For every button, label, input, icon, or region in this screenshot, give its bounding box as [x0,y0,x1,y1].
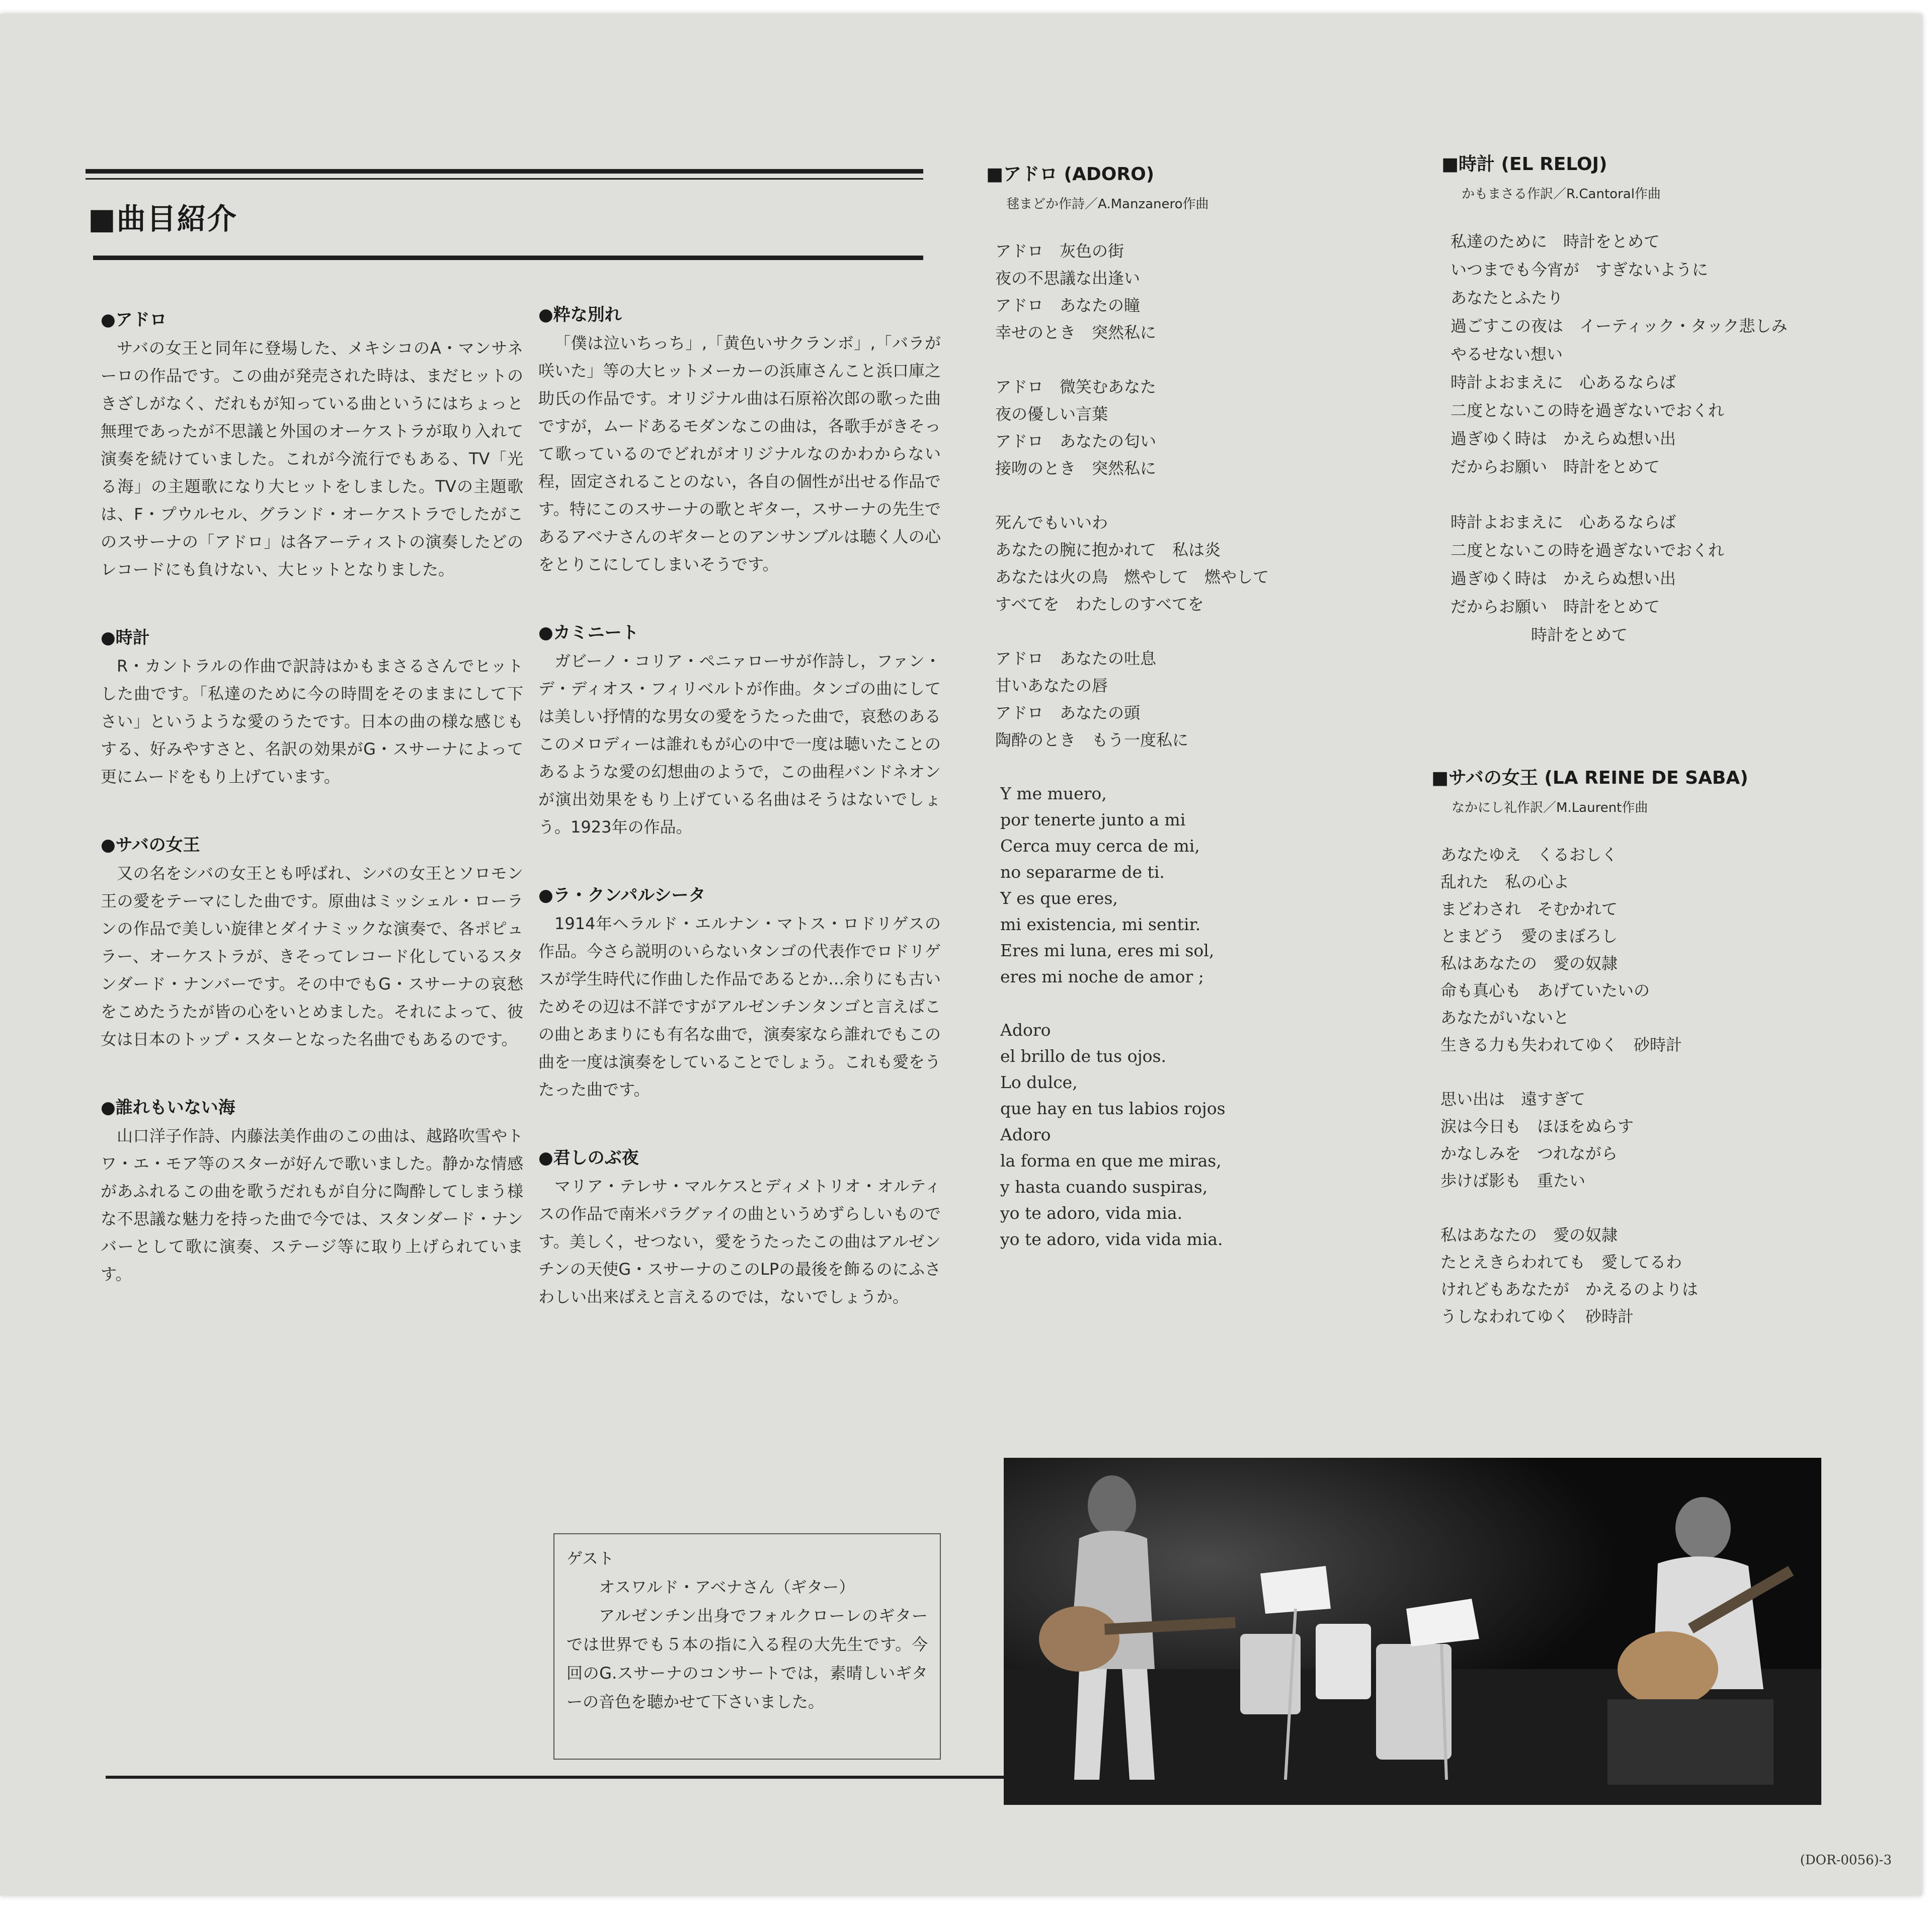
lyric-line: y hasta cuando suspiras, [1000,1177,1208,1197]
lyric-line: 夜の優しい言葉 [995,404,1108,424]
lyric-line: あなたは火の鳥 燃やして 燃やして [995,567,1269,587]
lyric-line: あなたとふたり [1451,288,1564,307]
mid-section-2 [538,881,941,1104]
lyric-stanza [995,645,1399,754]
left-section-0 [101,306,523,584]
song-credit-saba: なかにし礼作訳／M.Laurent作曲 [1452,800,1648,815]
lyric-line: アドロ 灰色の街 [995,241,1124,261]
catalog-number: (DOR-0056)-3 [1800,1853,1892,1868]
lyric-line: Lo dulce, [1000,1072,1078,1092]
mid-section-0 [538,301,941,578]
lyric-line: 甘いあなたの唇 [995,676,1108,695]
lyric-line: 死んでもいいわ [995,513,1108,532]
guest-label: ゲスト [567,1549,614,1568]
song-title-reloj: ■時計 (EL RELOJ) [1441,154,1607,175]
top-rule-upper-thin [86,178,923,180]
column-middle [538,301,941,1351]
section-title: ●粋な別れ [538,305,622,325]
section-title: ●サバの女王 [101,835,200,855]
lyric-line: Cerca muy cerca de mi, [1000,836,1200,856]
lyric-stanza [1000,1017,1399,1253]
song-credit-adoro: 毬まどか作詩／A.Manzanero作曲 [1006,197,1209,212]
lyric-line: Y me muero, [1000,784,1107,803]
lyric-line: 時計をとめて [1451,625,1628,644]
lyric-line: たとえきらわれても 愛してるわ [1440,1253,1682,1272]
lyric-stanza [995,509,1399,618]
lyric-line: 生きる力も失われてゆく 砂時計 [1440,1035,1682,1054]
lyric-line: 接吻のとき 突然私に [995,459,1157,478]
lyric-line: Eres mi luna, eres mi sol, [1000,941,1215,960]
lyric-line: 過ぎゆく時は かえらぬ想い出 [1451,429,1676,448]
lyric-line: 過ごすこの夜は イーティック・タック悲しみ [1451,316,1788,336]
lyric-stanza [1451,508,1894,649]
lyric-stanza [1451,227,1894,481]
lyric-line: あなたがいないと [1440,1008,1570,1027]
lyric-line: すべてを わたしのすべてを [995,595,1204,614]
left-section-1 [101,624,523,791]
lyric-line: アドロ 微笑むあなた [995,377,1157,396]
lyrics-adoro-spanish [1000,781,1399,1253]
lyric-line: まどわされ そむかれて [1440,899,1618,919]
lyric-line: 陶酔のとき もう一度私に [995,730,1189,750]
lyrics-saba-japanese [1440,841,1884,1330]
lyric-line: 過ぎゆく時は かえらぬ想い出 [1451,569,1676,588]
lyric-line: アドロ あなたの匂い [995,432,1157,451]
lyric-line: 私はあなたの 愛の奴隷 [1440,1225,1618,1245]
guest-body: アルゼンチン出身でフォルクローレのギターでは世界でも５本の指に入る程の大先生です。今回のG.スサーナのコンサートでは，素晴しいギターの音色を聴かせて下さいました。 [567,1606,928,1711]
concert-photo-image [1004,1458,1821,1805]
lyrics-reloj [1441,150,1894,676]
lyric-line: 命も真心も あげていたいの [1440,981,1650,1000]
lyric-line: うしなわれてゆく 砂時計 [1440,1307,1634,1326]
lyrics-reloj-japanese [1451,227,1894,649]
left-section-2 [101,831,523,1053]
lyric-line: por tenerte junto a mi [1000,810,1186,830]
lyric-line: Adoro [1000,1125,1051,1144]
lyric-line: あなたゆえ くるおしく [1440,845,1618,864]
lyric-stanza [995,237,1399,346]
section-title: ●ラ・クンパルシータ [538,885,706,905]
section-body: マリア・テレサ・マルケスとディメトリオ・オルティスの作品で南米パラグァイの曲というめずらしいものです。美しく，せつない，愛をうたったこの曲はアルゼンチンの天使G・スサーナのこのLPの最後を飾るのにふさわしい出来ばえと言えるのでは，ないでしょうか。 [538,1177,941,1306]
song-title-adoro: ■アドロ (ADORO) [986,164,1155,185]
lyric-line: やるせない想い [1451,345,1563,364]
section-title: ●カミニート [538,623,639,643]
top-rule-upper [86,169,923,174]
lyric-line: だからお願い 時計をとめて [1451,597,1660,616]
lyric-line: 時計よおまえに 心あるならば [1451,513,1676,532]
lyric-line: no separarme de ti. [1000,862,1165,882]
section-title: ●アドロ [101,310,167,330]
lyric-line: アドロ あなたの頭 [995,703,1141,722]
lyric-line: 夜の不思議な出逢い [995,269,1141,288]
lyrics-adoro-japanese [995,237,1399,754]
lyric-line: el brillo de tus ojos. [1000,1046,1166,1066]
guest-name: オスワルド・アベナさん（ギター） [599,1578,855,1597]
lyric-line: あなたの腕に抱かれて 私は炎 [995,540,1221,559]
section-title: ●時計 [101,628,150,648]
lyric-line: 私達のために 時計をとめて [1451,232,1660,251]
left-section-3 [101,1094,523,1288]
lyric-line: que hay en tus labios rojos [1000,1099,1226,1118]
section-body: 山口洋子作詩、内藤法美作曲のこの曲は、越路吹雪やトワ・エ・モア等のスターが好んで歌いました。静かな情感があふれるこの曲を歌うだれもが自分に陶酔してしまう様な不思議な魅力を持った曲で今では、スタンダード・ナンバーとして歌に演奏、ステージ等に取り上げられています。 [101,1126,523,1284]
section-body: 1914年ヘラルド・エルナン・マトス・ロドリゲスの作品。今さら説明のいらないタンゴの代表作でロドリゲスが学生時代に作曲した作品であるとか…余りにも古いためその辺は不詳ですがアルゼンチンタンゴと言えばこの曲とあまりにも有名な曲で，演奏家なら誰れでもこの曲を一度は演奏をしていることでしょう。これも愛をうたった曲です。 [538,914,941,1099]
lyric-line: かなしみを つれながら [1440,1144,1618,1163]
lyric-line: yo te adoro, vida vida mia. [1000,1229,1223,1249]
lyric-line: Adoro [1000,1020,1051,1040]
lyric-line: アドロ あなたの瞳 [995,296,1141,315]
bottom-rule [106,1776,1004,1779]
section-title: ●君しのぶ夜 [538,1148,639,1168]
section-body: ガビーノ・コリア・ペニァローサが作詩し，ファン・デ・ディオス・フィリベルトが作曲。タンゴの曲にしては美しい抒情的な男女の愛をうたった曲で，哀愁のあるこのメロディーは誰れもが心の中で一度は聴いたことのあるような愛の幻想曲のようで，この曲程バンドネオンが演出効果をもり上げている名曲はそうはないでしょう。1923年の作品。 [538,651,941,837]
lyric-line: la forma en que me miras, [1000,1151,1222,1171]
lyric-line: Y es que eres, [1000,888,1118,908]
lyric-line: 二度とないこの時を過ぎないでおくれ [1451,541,1725,560]
lyric-line: 二度とないこの時を過ぎないでおくれ [1451,401,1725,420]
lyric-line: yo te adoro, vida mia. [1000,1203,1183,1223]
section-body: 又の名をシバの女王とも呼ばれ、シバの女王とソロモン王の愛をテーマにした曲です。原曲はミッシェル・ローランの作品で美しい旋律とダイナミックな演奏で、各ポピュラー、オーケストラが、きそってレコード化しているスタンダード・ナンバーです。その中でもG・スサーナの哀愁をこめたうたが皆の心をいとめました。それによって、彼女は日本のトップ・スターとなった名曲でもあるのです。 [101,864,523,1049]
concert-photo [1004,1458,1821,1805]
lyric-line: 私はあなたの 愛の奴隷 [1440,954,1618,973]
section-body: サバの女王と同年に登場した、メキシコのA・マンサネーロの作品です。この曲が発売された時は、まだヒットのきざしがなく、だれもが知っている曲というにはちょっと無理であったが不思議と外国のオーケストラが取り入れて演奏を続けていました。これが今流行でもある、TV「光る海」の主題歌になり大ヒットをしました。TVの主題歌は、F・プウルセル、グランド・オーケストラでしたがこのスサーナの「アドロ」は各アーティストの演奏したどのレコードにも負けない、大ヒットとなりました。 [101,339,523,579]
mid-section-1 [538,619,941,841]
page-title: ■曲目紹介 [88,202,237,236]
lyrics-adoro [986,160,1399,1280]
lyrics-saba [1431,764,1884,1357]
lyric-line: 乱れた 私の心よ [1440,872,1570,891]
lyric-line: 歩けば影も 重たい [1440,1171,1586,1190]
lyric-stanza [1000,781,1399,990]
mid-section-3 [538,1144,941,1311]
lyric-line: mi existencia, mi sentir. [1000,915,1201,934]
lyric-line: だからお願い 時計をとめて [1451,457,1660,476]
lyric-line: 幸せのとき 突然私に [995,323,1157,342]
lyric-line: 涙は今日も ほほをぬらす [1440,1117,1634,1136]
guest-box [553,1533,941,1760]
lyric-line: けれどもあなたが かえるのよりは [1440,1280,1699,1299]
song-title-saba: ■サバの女王 (LA REINE DE SABA) [1431,768,1748,788]
lyric-line: 思い出は 遠すぎて [1440,1090,1586,1109]
lyric-stanza [1440,841,1884,1058]
song-credit-reloj: かもまさる作訳／R.Cantoral作曲 [1462,187,1661,202]
lyric-stanza [1440,1221,1884,1330]
section-body: 「僕は泣いちっち」,「黄色いサクランボ」,「バラが咲いた」等の大ヒットメーカーの浜庫さんこと浜口庫之助氏の作品です。オリジナル曲は石原裕次郎の歌った曲ですが，ムードあるモダンなこの曲は，各歌手がきそって歌っているのでどれがオリジナルなのかわからない程，固定されることのない，各自の個性が出せる作品です。特にこのスサーナの歌とギター，スサーナの先生であるアベナさんのギターとのアンサンブルは聴く人の心をとりこにしてしまいそうです。 [538,334,941,574]
lyric-line: いつまでも今宵が すぎないように [1451,260,1709,279]
column-left [101,306,523,1329]
insert-sheet [0,14,1922,1895]
section-title: ●誰れもいない海 [101,1098,235,1118]
lyric-stanza [995,373,1399,482]
top-rule-lower [93,256,923,260]
lyric-line: 時計よおまえに 心あるならば [1451,373,1676,392]
lyric-stanza [1440,1086,1884,1194]
lyric-line: eres mi noche de amor ; [1000,967,1204,986]
lyric-line: アドロ あなたの吐息 [995,649,1157,668]
section-body: R・カントラルの作曲で訳詩はかもまさるさんでヒットした曲です。「私達のために今の時間をそのままにして下さい」というような愛のうたです。日本の曲の様な感じもする、好みやすさと、名訳の効果がG・スサーナによって更にムードをもり上げています。 [101,656,523,786]
lyric-line: とまどう 愛のまぼろし [1440,927,1618,946]
